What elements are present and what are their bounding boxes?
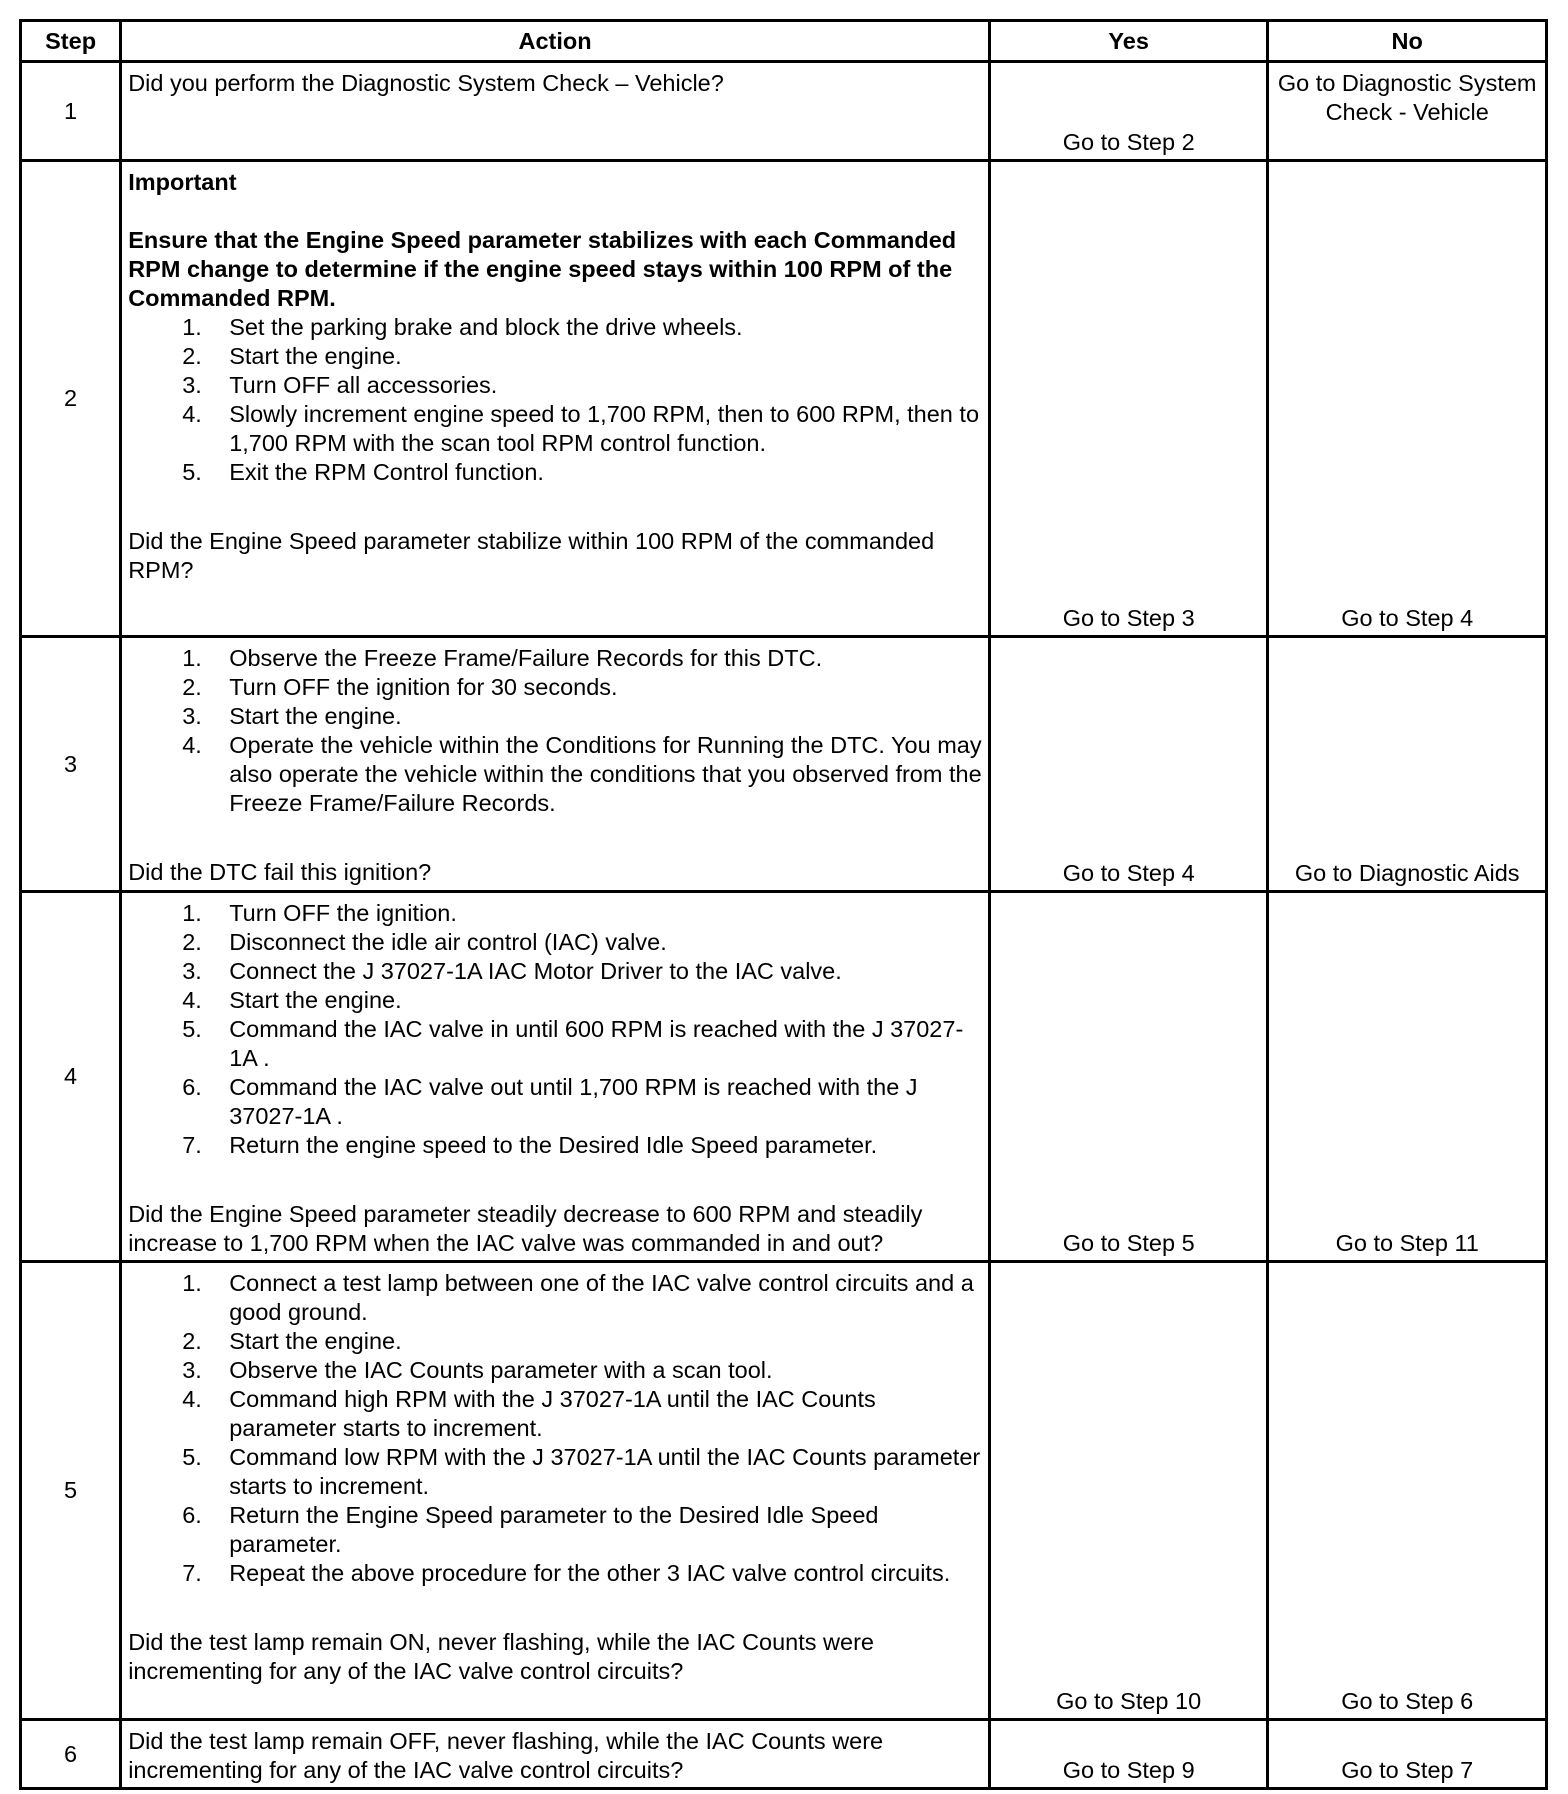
table-row-step-4 bbox=[21, 892, 1547, 1262]
question-text: Did the test lamp remain ON, never flashing, while the IAC Counts were incrementing for any of the IAC valve control circuits? bbox=[128, 1629, 874, 1684]
table-row-step-2 bbox=[21, 161, 1547, 637]
yes-cell: Go to Step 3 bbox=[989, 161, 1268, 637]
yes-cell: Go to Step 2 bbox=[989, 62, 1268, 161]
item-number: 3. bbox=[182, 1357, 202, 1383]
step-number: 2 bbox=[21, 161, 121, 637]
item-number: 5. bbox=[182, 459, 202, 485]
item-text: Observe the IAC Counts parameter with a scan tool. bbox=[229, 1357, 773, 1383]
item-number: 2. bbox=[182, 929, 202, 955]
item-number: 4. bbox=[182, 401, 202, 427]
step-number: 1 bbox=[21, 62, 121, 161]
yes-cell: Go to Step 10 bbox=[989, 1262, 1268, 1720]
no-cell: Go to Step 11 bbox=[1268, 892, 1547, 1262]
item-text: Start the engine. bbox=[229, 343, 402, 369]
item-number: 3. bbox=[182, 703, 202, 729]
list-item bbox=[182, 928, 982, 957]
yes-cell: Go to Step 4 bbox=[989, 637, 1268, 892]
list-item bbox=[182, 458, 982, 487]
header-yes: Yes bbox=[989, 21, 1268, 62]
item-number: 6. bbox=[182, 1502, 202, 1528]
action-cell bbox=[121, 161, 990, 637]
item-text: Observe the Freeze Frame/Failure Records for this DTC. bbox=[229, 645, 823, 671]
item-text: Start the engine. bbox=[229, 703, 402, 729]
step-number: 6 bbox=[21, 1720, 121, 1789]
step-number: 3 bbox=[21, 637, 121, 892]
header-no: No bbox=[1268, 21, 1547, 62]
item-number: 2. bbox=[182, 674, 202, 700]
header-row bbox=[21, 21, 1547, 62]
no-cell: Go to Diagnostic Aids bbox=[1268, 637, 1547, 892]
item-text: Connect a test lamp between one of the IAC valve control circuits and a good ground. bbox=[229, 1270, 974, 1325]
step-number: 5 bbox=[21, 1262, 121, 1720]
item-text: Start the engine. bbox=[229, 1328, 402, 1354]
action-cell bbox=[121, 637, 990, 892]
item-text: Return the engine speed to the Desired Idle Speed parameter. bbox=[229, 1132, 878, 1158]
item-text: Command the IAC valve out until 1,700 RPM is reached with the J 37027-1A . bbox=[229, 1074, 918, 1129]
list-item bbox=[182, 1327, 982, 1356]
list-item bbox=[182, 400, 982, 458]
list-item bbox=[182, 702, 982, 731]
list-item bbox=[182, 371, 982, 400]
item-text: Turn OFF the ignition. bbox=[229, 900, 457, 926]
diagnostic-table bbox=[19, 19, 1548, 1790]
action-cell bbox=[121, 62, 990, 161]
item-number: 1. bbox=[182, 900, 202, 926]
list-item bbox=[182, 313, 982, 342]
list-item bbox=[182, 1073, 982, 1131]
item-number: 1. bbox=[182, 314, 202, 340]
item-text: Set the parking brake and block the drive wheels. bbox=[229, 314, 743, 340]
no-cell: Go to Step 4 bbox=[1268, 161, 1547, 637]
item-text: Command the IAC valve in until 600 RPM is reached with the J 37027-1A . bbox=[229, 1016, 964, 1071]
header-action: Action bbox=[121, 21, 990, 62]
item-text: Operate the vehicle within the Conditions for Running the DTC. You may also operate the vehicle within the conditions that you observed from the Freeze Frame/Failure Records. bbox=[229, 732, 982, 816]
no-cell: Go to Step 7 bbox=[1268, 1720, 1547, 1789]
list-item bbox=[182, 1269, 982, 1327]
item-number: 7. bbox=[182, 1132, 202, 1158]
question-text: Did the DTC fail this ignition? bbox=[128, 859, 432, 885]
item-number: 4. bbox=[182, 732, 202, 758]
list-item bbox=[182, 1356, 982, 1385]
item-number: 5. bbox=[182, 1016, 202, 1042]
question-text: Did the Engine Speed parameter stabilize within 100 RPM of the commanded RPM? bbox=[128, 528, 935, 583]
instruction-list bbox=[128, 1269, 982, 1588]
important-text: Ensure that the Engine Speed parameter stabilizes with each Commanded RPM change to determine if the engine speed stays within 100 RPM of the Commanded RPM. bbox=[128, 227, 957, 311]
question-text: Did the test lamp remain OFF, never flashing, while the IAC Counts were incrementing for any of the IAC valve control circuits? bbox=[128, 1728, 884, 1783]
item-text: Command high RPM with the J 37027-1A until the IAC Counts parameter starts to increment. bbox=[229, 1386, 876, 1441]
item-text: Start the engine. bbox=[229, 987, 402, 1013]
yes-cell: Go to Step 5 bbox=[989, 892, 1268, 1262]
no-cell: Go to Step 6 bbox=[1268, 1262, 1547, 1720]
item-number: 1. bbox=[182, 645, 202, 671]
no-text: Go to Diagnostic System Check - Vehicle bbox=[1277, 70, 1537, 125]
table-row-step-1 bbox=[21, 62, 1547, 161]
list-item bbox=[182, 1385, 982, 1443]
list-item bbox=[182, 1015, 982, 1073]
item-number: 1. bbox=[182, 1270, 202, 1296]
question-text: Did the Engine Speed parameter steadily decrease to 600 RPM and steadily increase to 1,700 RPM when the IAC valve was commanded in and out? bbox=[128, 1201, 923, 1256]
question-text: Did you perform the Diagnostic System Check – Vehicle? bbox=[128, 70, 724, 96]
item-text: Exit the RPM Control function. bbox=[229, 459, 544, 485]
item-number: 2. bbox=[182, 1328, 202, 1354]
item-number: 4. bbox=[182, 1386, 202, 1412]
yes-cell: Go to Step 9 bbox=[989, 1720, 1268, 1789]
action-cell bbox=[121, 892, 990, 1262]
important-label: Important bbox=[128, 169, 237, 195]
table-row-step-5 bbox=[21, 1262, 1547, 1720]
item-number: 3. bbox=[182, 958, 202, 984]
list-item bbox=[182, 1443, 982, 1501]
instruction-list bbox=[128, 313, 982, 487]
list-item bbox=[182, 644, 982, 673]
action-cell bbox=[121, 1262, 990, 1720]
list-item bbox=[182, 1559, 982, 1588]
item-text: Turn OFF all accessories. bbox=[229, 372, 498, 398]
instruction-list bbox=[128, 644, 982, 818]
step-number: 4 bbox=[21, 892, 121, 1262]
item-number: 6. bbox=[182, 1074, 202, 1100]
header-step: Step bbox=[21, 21, 121, 62]
action-cell bbox=[121, 1720, 990, 1789]
item-text: Return the Engine Speed parameter to the Desired Idle Speed parameter. bbox=[229, 1502, 879, 1557]
item-number: 4. bbox=[182, 987, 202, 1013]
list-item bbox=[182, 342, 982, 371]
list-item bbox=[182, 957, 982, 986]
item-text: Repeat the above procedure for the other 3 IAC valve control circuits. bbox=[229, 1560, 951, 1586]
no-cell bbox=[1268, 62, 1547, 161]
list-item bbox=[182, 986, 982, 1015]
item-number: 5. bbox=[182, 1444, 202, 1470]
list-item bbox=[182, 1131, 982, 1160]
table-row-step-3 bbox=[21, 637, 1547, 892]
item-number: 2. bbox=[182, 343, 202, 369]
item-text: Command low RPM with the J 37027-1A until the IAC Counts parameter starts to increment. bbox=[229, 1444, 981, 1499]
item-text: Disconnect the idle air control (IAC) valve. bbox=[229, 929, 667, 955]
list-item bbox=[182, 731, 982, 818]
item-number: 3. bbox=[182, 372, 202, 398]
item-text: Turn OFF the ignition for 30 seconds. bbox=[229, 674, 618, 700]
item-text: Connect the J 37027-1A IAC Motor Driver to the IAC valve. bbox=[229, 958, 842, 984]
item-text: Slowly increment engine speed to 1,700 RPM, then to 600 RPM, then to 1,700 RPM with the scan tool RPM control function. bbox=[229, 401, 980, 456]
list-item bbox=[182, 1501, 982, 1559]
table-row-step-6 bbox=[21, 1720, 1547, 1789]
list-item bbox=[182, 899, 982, 928]
item-number: 7. bbox=[182, 1560, 202, 1586]
instruction-list bbox=[128, 899, 982, 1160]
list-item bbox=[182, 673, 982, 702]
